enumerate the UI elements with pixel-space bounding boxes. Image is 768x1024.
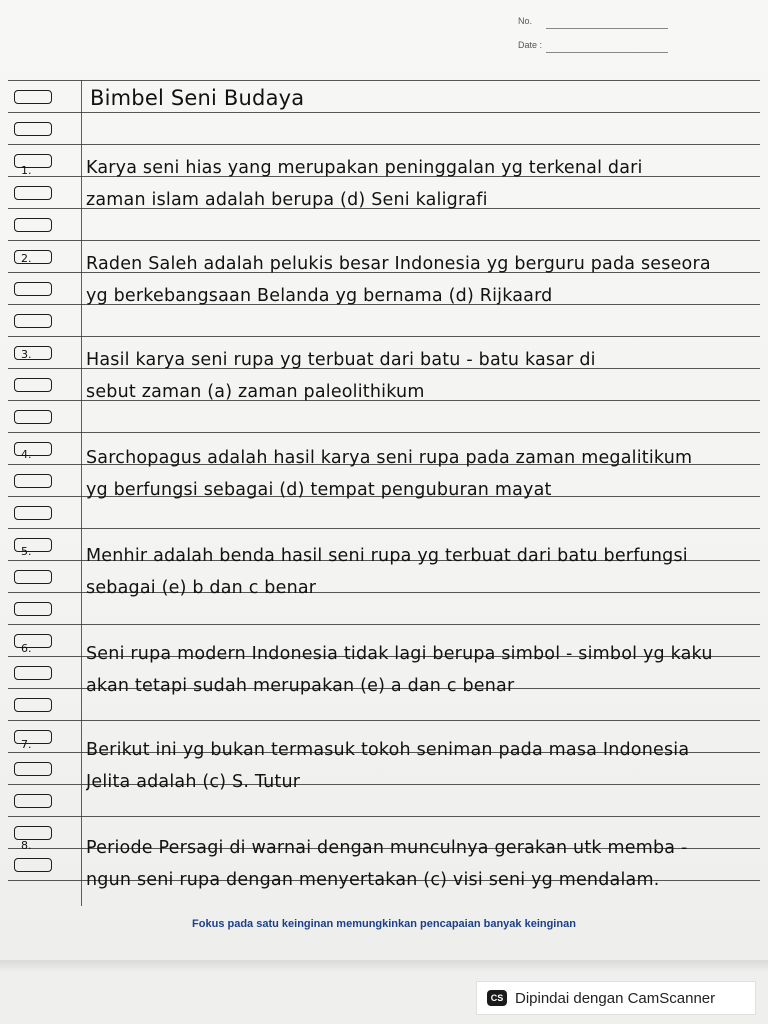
row-box (14, 410, 52, 424)
row-box (14, 698, 52, 712)
row-box (14, 666, 52, 680)
question-number: 5. (21, 545, 32, 558)
date-line (546, 52, 668, 53)
question-line: Karya seni hias yang merupakan peninggalan yg terkenal dari (86, 158, 643, 178)
question-number: 4. (21, 448, 32, 461)
camscanner-text: Dipindai dengan CamScanner (515, 989, 716, 1007)
no-field (518, 12, 668, 36)
question-line: sebagai (e) b dan c benar (86, 578, 317, 598)
question-number: 3. (21, 348, 32, 361)
row-box (14, 122, 52, 136)
question-line: akan tetapi sudah merupakan (e) a dan c benar (86, 676, 515, 696)
question-line: Seni rupa modern Indonesia tidak lagi berupa simbol - simbol yg kaku (86, 644, 713, 664)
row-box (14, 474, 52, 488)
question-number: 7. (21, 738, 32, 751)
question-line: yg berkebangsaan Belanda yg bernama (d) Rijkaard (86, 286, 553, 306)
ruled-line (8, 240, 760, 241)
question-line: Hasil karya seni rupa yg terbuat dari batu - batu kasar di (86, 350, 596, 370)
question-line: ngun seni rupa dengan menyertakan (c) visi seni yg mendalam. (86, 870, 660, 890)
row-box (14, 570, 52, 584)
row-box (14, 602, 52, 616)
row-box (14, 186, 52, 200)
ruled-line (8, 528, 760, 529)
ruled-line (8, 144, 760, 145)
question-line: Periode Persagi di warnai dengan munculnya gerakan utk memba - (86, 838, 688, 858)
row-box (14, 218, 52, 232)
question-number: 2. (21, 252, 32, 265)
date-label: Date : (518, 40, 543, 50)
footer-quote: Fokus pada satu keinginan memungkinkan pencapaian banyak keinginan (192, 918, 576, 930)
question-line: Jelita adalah (c) S. Tutur (86, 772, 301, 792)
question-line: Menhir adalah benda hasil seni rupa yg terbuat dari batu berfungsi (86, 546, 688, 566)
page-header (518, 12, 668, 60)
ruled-line (8, 720, 760, 721)
question-line: Raden Saleh adalah pelukis besar Indonesia yg berguru pada seseora (86, 254, 711, 274)
page-edge-shadow (0, 960, 768, 972)
question-number: 1. (21, 164, 32, 177)
ruled-line (8, 624, 760, 625)
no-line (546, 28, 668, 29)
row-box (14, 762, 52, 776)
margin-line (81, 80, 82, 906)
row-box (14, 794, 52, 808)
date-field (518, 36, 668, 60)
ruled-line (8, 112, 760, 113)
camscanner-badge (476, 981, 756, 1015)
question-number: 6. (21, 642, 32, 655)
page-title: Bimbel Seni Budaya (90, 86, 305, 110)
ruled-line (8, 816, 760, 817)
row-box (14, 858, 52, 872)
row-box (14, 378, 52, 392)
question-line: Sarchopagus adalah hasil karya seni rupa pada zaman megalitikum (86, 448, 693, 468)
row-box (14, 282, 52, 296)
question-number: 8. (21, 839, 32, 852)
question-line: zaman islam adalah berupa (d) Seni kaligrafi (86, 190, 488, 210)
ruled-line (8, 432, 760, 433)
camscanner-logo-icon: CS (487, 990, 507, 1006)
question-line: yg berfungsi sebagai (d) tempat penguburan mayat (86, 480, 552, 500)
row-box (14, 90, 52, 104)
ruled-line (8, 336, 760, 337)
no-label: No. (518, 16, 533, 26)
question-line: sebut zaman (a) zaman paleolithikum (86, 382, 425, 402)
ruled-line (8, 80, 760, 81)
question-line: Berikut ini yg bukan termasuk tokoh seniman pada masa Indonesia (86, 740, 690, 760)
row-box (14, 314, 52, 328)
row-box (14, 506, 52, 520)
